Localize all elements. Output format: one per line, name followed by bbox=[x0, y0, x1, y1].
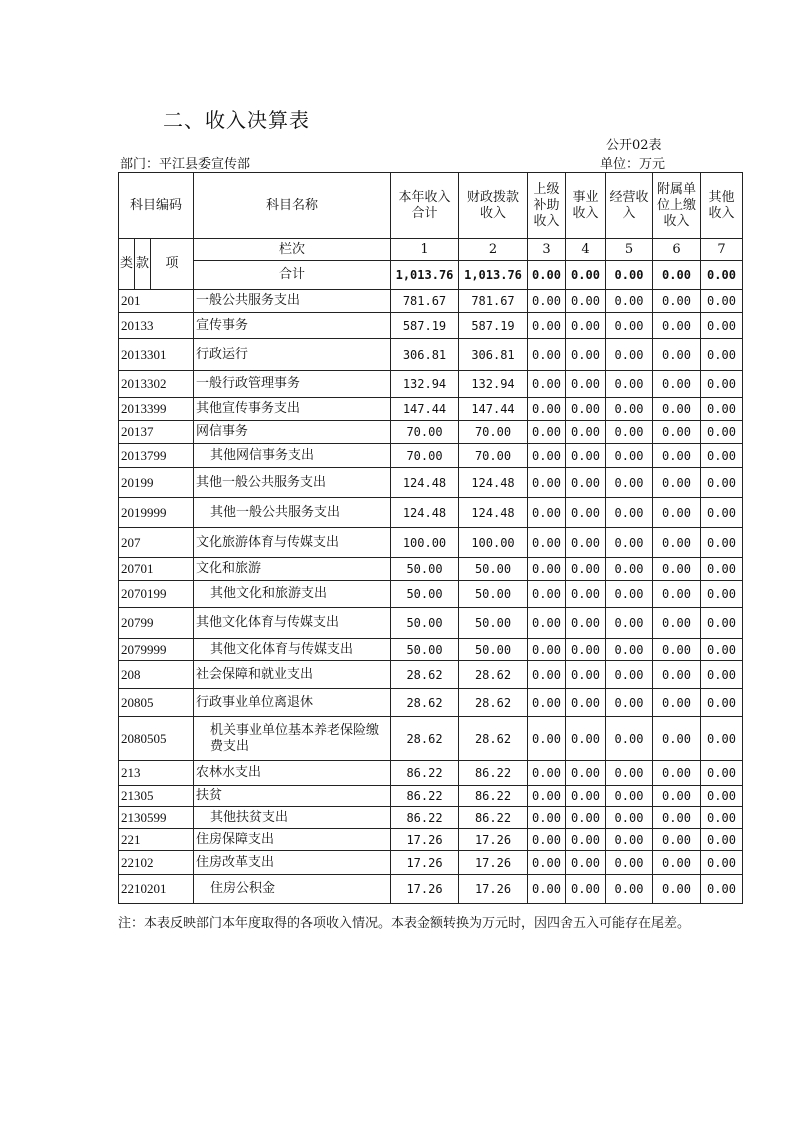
row-code: 208 bbox=[119, 661, 194, 689]
row-value: 100.00 bbox=[391, 528, 459, 558]
row-value: 0.00 bbox=[566, 371, 606, 398]
row-value: 0.00 bbox=[528, 444, 566, 468]
total-value: 0.00 bbox=[566, 261, 606, 290]
row-value: 17.26 bbox=[391, 829, 459, 851]
row-value: 0.00 bbox=[606, 339, 653, 371]
row-name: 一般公共服务支出 bbox=[194, 290, 391, 313]
row-value: 70.00 bbox=[459, 421, 528, 444]
row-name: 行政运行 bbox=[194, 339, 391, 371]
table-row bbox=[119, 421, 743, 444]
row-value: 17.26 bbox=[459, 829, 528, 851]
row-value: 0.00 bbox=[653, 786, 701, 807]
row-value: 132.94 bbox=[391, 371, 459, 398]
row-value: 587.19 bbox=[459, 313, 528, 339]
row-value: 0.00 bbox=[701, 807, 743, 829]
row-code: 20799 bbox=[119, 608, 194, 639]
row-value: 0.00 bbox=[653, 608, 701, 639]
row-value: 0.00 bbox=[701, 313, 743, 339]
row-value: 0.00 bbox=[653, 829, 701, 851]
header-col: 上级补助收入 bbox=[528, 173, 566, 239]
row-code: 2013301 bbox=[119, 339, 194, 371]
row-value: 17.26 bbox=[391, 875, 459, 904]
row-value: 0.00 bbox=[653, 371, 701, 398]
row-name: 住房公积金 bbox=[194, 875, 391, 904]
table-row bbox=[119, 468, 743, 498]
footnote: 注：本表反映部门本年度取得的各项收入情况。本表金额转换为万元时，因四舍五入可能存在尾差。 bbox=[118, 916, 691, 931]
total-value: 1,013.76 bbox=[459, 261, 528, 290]
row-name: 社会保障和就业支出 bbox=[194, 661, 391, 689]
header-col: 事业收入 bbox=[566, 173, 606, 239]
row-value: 0.00 bbox=[653, 398, 701, 421]
table-row bbox=[119, 339, 743, 371]
row-name: 其他一般公共服务支出 bbox=[194, 498, 391, 528]
row-value: 0.00 bbox=[606, 421, 653, 444]
row-value: 0.00 bbox=[566, 786, 606, 807]
row-value: 0.00 bbox=[701, 608, 743, 639]
col-number: 6 bbox=[653, 239, 701, 261]
row-value: 0.00 bbox=[653, 290, 701, 313]
col-number: 2 bbox=[459, 239, 528, 261]
row-value: 0.00 bbox=[528, 290, 566, 313]
row-value: 0.00 bbox=[606, 468, 653, 498]
row-value: 50.00 bbox=[391, 639, 459, 661]
row-value: 0.00 bbox=[701, 717, 743, 761]
row-value: 0.00 bbox=[653, 807, 701, 829]
row-value: 0.00 bbox=[606, 528, 653, 558]
row-value: 0.00 bbox=[566, 829, 606, 851]
row-value: 0.00 bbox=[566, 444, 606, 468]
row-value: 0.00 bbox=[606, 717, 653, 761]
row-value: 50.00 bbox=[391, 558, 459, 581]
row-value: 86.22 bbox=[391, 807, 459, 829]
row-code: 2013799 bbox=[119, 444, 194, 468]
row-value: 50.00 bbox=[459, 608, 528, 639]
row-value: 0.00 bbox=[606, 398, 653, 421]
row-value: 0.00 bbox=[653, 528, 701, 558]
row-code: 2210201 bbox=[119, 875, 194, 904]
row-value: 28.62 bbox=[459, 661, 528, 689]
row-value: 0.00 bbox=[528, 581, 566, 608]
row-name: 住房保障支出 bbox=[194, 829, 391, 851]
row-value: 0.00 bbox=[606, 290, 653, 313]
row-value: 50.00 bbox=[459, 639, 528, 661]
row-value: 0.00 bbox=[528, 558, 566, 581]
table-row bbox=[119, 290, 743, 313]
row-value: 0.00 bbox=[528, 786, 566, 807]
row-name: 一般行政管理事务 bbox=[194, 371, 391, 398]
table-row bbox=[119, 498, 743, 528]
total-row bbox=[119, 261, 743, 290]
row-value: 0.00 bbox=[528, 371, 566, 398]
col-number: 7 bbox=[701, 239, 743, 261]
row-code: 213 bbox=[119, 761, 194, 786]
col-number: 3 bbox=[528, 239, 566, 261]
row-name: 其他扶贫支出 bbox=[194, 807, 391, 829]
row-name: 机关事业单位基本养老保险缴费支出 bbox=[194, 717, 391, 761]
table-row bbox=[119, 558, 743, 581]
header-xiang: 项 bbox=[151, 239, 194, 290]
row-code: 20805 bbox=[119, 689, 194, 717]
row-value: 0.00 bbox=[701, 581, 743, 608]
page-title: 二、收入决算表 bbox=[163, 108, 310, 132]
row-value: 0.00 bbox=[606, 851, 653, 875]
row-value: 0.00 bbox=[653, 875, 701, 904]
row-value: 0.00 bbox=[566, 689, 606, 717]
row-value: 0.00 bbox=[566, 398, 606, 421]
row-value: 147.44 bbox=[459, 398, 528, 421]
row-value: 0.00 bbox=[566, 661, 606, 689]
row-code: 20701 bbox=[119, 558, 194, 581]
row-value: 0.00 bbox=[566, 313, 606, 339]
row-value: 0.00 bbox=[566, 851, 606, 875]
row-value: 17.26 bbox=[391, 851, 459, 875]
row-value: 28.62 bbox=[391, 717, 459, 761]
table-row bbox=[119, 639, 743, 661]
row-name: 农林水支出 bbox=[194, 761, 391, 786]
row-value: 124.48 bbox=[391, 468, 459, 498]
row-code: 201 bbox=[119, 290, 194, 313]
row-value: 0.00 bbox=[566, 528, 606, 558]
table-row bbox=[119, 313, 743, 339]
row-value: 0.00 bbox=[528, 639, 566, 661]
row-value: 0.00 bbox=[566, 608, 606, 639]
row-value: 0.00 bbox=[653, 558, 701, 581]
table-row bbox=[119, 444, 743, 468]
row-code: 20133 bbox=[119, 313, 194, 339]
department-label: 部门：平江县委宣传部 bbox=[120, 157, 251, 172]
row-name: 其他一般公共服务支出 bbox=[194, 468, 391, 498]
row-value: 86.22 bbox=[391, 761, 459, 786]
row-value: 0.00 bbox=[606, 371, 653, 398]
row-code: 2070199 bbox=[119, 581, 194, 608]
row-value: 0.00 bbox=[701, 829, 743, 851]
row-value: 0.00 bbox=[701, 761, 743, 786]
row-value: 0.00 bbox=[566, 558, 606, 581]
row-value: 50.00 bbox=[459, 558, 528, 581]
table-row bbox=[119, 851, 743, 875]
row-value: 0.00 bbox=[653, 581, 701, 608]
row-code: 20137 bbox=[119, 421, 194, 444]
row-value: 0.00 bbox=[701, 851, 743, 875]
row-value: 0.00 bbox=[528, 398, 566, 421]
row-value: 86.22 bbox=[459, 761, 528, 786]
row-name: 其他文化体育与传媒支出 bbox=[194, 608, 391, 639]
row-value: 0.00 bbox=[566, 807, 606, 829]
row-name: 行政事业单位离退休 bbox=[194, 689, 391, 717]
table-row bbox=[119, 786, 743, 807]
table-row bbox=[119, 581, 743, 608]
row-value: 0.00 bbox=[606, 639, 653, 661]
table-row bbox=[119, 398, 743, 421]
row-code: 2013399 bbox=[119, 398, 194, 421]
row-value: 28.62 bbox=[459, 689, 528, 717]
row-name: 其他宣传事务支出 bbox=[194, 398, 391, 421]
row-value: 28.62 bbox=[459, 717, 528, 761]
row-code: 221 bbox=[119, 829, 194, 851]
row-value: 70.00 bbox=[459, 444, 528, 468]
row-value: 0.00 bbox=[653, 313, 701, 339]
row-value: 0.00 bbox=[566, 339, 606, 371]
row-value: 0.00 bbox=[701, 689, 743, 717]
header-col: 附属单位上缴收入 bbox=[653, 173, 701, 239]
row-value: 28.62 bbox=[391, 689, 459, 717]
header-col: 本年收入合计 bbox=[391, 173, 459, 239]
row-code: 22102 bbox=[119, 851, 194, 875]
table-row bbox=[119, 528, 743, 558]
row-value: 0.00 bbox=[653, 761, 701, 786]
row-code: 2079999 bbox=[119, 639, 194, 661]
row-value: 0.00 bbox=[606, 829, 653, 851]
row-value: 17.26 bbox=[459, 851, 528, 875]
header-lei: 类 bbox=[119, 239, 135, 290]
row-value: 0.00 bbox=[606, 786, 653, 807]
row-value: 0.00 bbox=[701, 444, 743, 468]
row-value: 0.00 bbox=[528, 689, 566, 717]
row-value: 0.00 bbox=[528, 468, 566, 498]
row-value: 50.00 bbox=[391, 581, 459, 608]
row-value: 0.00 bbox=[701, 786, 743, 807]
row-name: 住房改革支出 bbox=[194, 851, 391, 875]
row-code: 21305 bbox=[119, 786, 194, 807]
row-value: 0.00 bbox=[606, 558, 653, 581]
row-value: 28.62 bbox=[391, 661, 459, 689]
row-value: 100.00 bbox=[459, 528, 528, 558]
header-row bbox=[119, 173, 743, 239]
row-value: 0.00 bbox=[653, 498, 701, 528]
row-value: 86.22 bbox=[459, 786, 528, 807]
form-number: 公开02表 bbox=[606, 138, 662, 153]
row-value: 0.00 bbox=[701, 339, 743, 371]
row-value: 0.00 bbox=[566, 717, 606, 761]
row-value: 0.00 bbox=[701, 498, 743, 528]
row-value: 0.00 bbox=[566, 639, 606, 661]
row-value: 0.00 bbox=[606, 875, 653, 904]
row-value: 0.00 bbox=[606, 807, 653, 829]
row-value: 0.00 bbox=[701, 290, 743, 313]
row-value: 0.00 bbox=[653, 444, 701, 468]
col-number: 1 bbox=[391, 239, 459, 261]
row-value: 0.00 bbox=[566, 761, 606, 786]
row-value: 124.48 bbox=[459, 468, 528, 498]
row-value: 587.19 bbox=[391, 313, 459, 339]
row-value: 0.00 bbox=[606, 498, 653, 528]
row-value: 0.00 bbox=[701, 639, 743, 661]
row-value: 0.00 bbox=[701, 875, 743, 904]
row-value: 0.00 bbox=[566, 290, 606, 313]
row-name: 其他网信事务支出 bbox=[194, 444, 391, 468]
row-code: 2130599 bbox=[119, 807, 194, 829]
row-value: 0.00 bbox=[528, 498, 566, 528]
row-value: 0.00 bbox=[701, 661, 743, 689]
row-name: 扶贫 bbox=[194, 786, 391, 807]
row-value: 0.00 bbox=[528, 829, 566, 851]
row-value: 0.00 bbox=[528, 339, 566, 371]
table-row bbox=[119, 661, 743, 689]
total-value: 0.00 bbox=[653, 261, 701, 290]
row-value: 17.26 bbox=[459, 875, 528, 904]
row-name: 其他文化体育与传媒支出 bbox=[194, 639, 391, 661]
row-value: 0.00 bbox=[701, 528, 743, 558]
header-name: 科目名称 bbox=[194, 173, 391, 239]
row-value: 0.00 bbox=[528, 608, 566, 639]
total-value: 1,013.76 bbox=[391, 261, 459, 290]
row-value: 0.00 bbox=[701, 398, 743, 421]
row-value: 0.00 bbox=[528, 875, 566, 904]
table-row bbox=[119, 689, 743, 717]
table-row bbox=[119, 761, 743, 786]
header-kuan: 款 bbox=[135, 239, 151, 290]
table-row bbox=[119, 829, 743, 851]
row-value: 0.00 bbox=[566, 468, 606, 498]
header-col: 财政拨款收入 bbox=[459, 173, 528, 239]
row-value: 50.00 bbox=[459, 581, 528, 608]
row-value: 0.00 bbox=[701, 468, 743, 498]
row-value: 0.00 bbox=[653, 717, 701, 761]
row-code: 2080505 bbox=[119, 717, 194, 761]
row-value: 306.81 bbox=[459, 339, 528, 371]
row-code: 207 bbox=[119, 528, 194, 558]
row-value: 781.67 bbox=[459, 290, 528, 313]
row-code: 2013302 bbox=[119, 371, 194, 398]
header-col: 经营收入 bbox=[606, 173, 653, 239]
income-table bbox=[118, 172, 743, 904]
row-value: 0.00 bbox=[653, 639, 701, 661]
row-name: 文化旅游体育与传媒支出 bbox=[194, 528, 391, 558]
row-value: 0.00 bbox=[653, 661, 701, 689]
row-value: 86.22 bbox=[391, 786, 459, 807]
row-value: 0.00 bbox=[606, 608, 653, 639]
row-value: 0.00 bbox=[701, 421, 743, 444]
row-value: 0.00 bbox=[606, 313, 653, 339]
table-row bbox=[119, 608, 743, 639]
row-name: 宣传事务 bbox=[194, 313, 391, 339]
row-value: 0.00 bbox=[606, 761, 653, 786]
unit-label: 单位：万元 bbox=[600, 157, 666, 172]
row-value: 0.00 bbox=[653, 689, 701, 717]
total-value: 0.00 bbox=[606, 261, 653, 290]
row-value: 0.00 bbox=[653, 339, 701, 371]
row-value: 0.00 bbox=[566, 875, 606, 904]
row-value: 781.67 bbox=[391, 290, 459, 313]
row-value: 50.00 bbox=[391, 608, 459, 639]
total-value: 0.00 bbox=[528, 261, 566, 290]
row-value: 0.00 bbox=[606, 581, 653, 608]
row-value: 0.00 bbox=[653, 468, 701, 498]
row-value: 0.00 bbox=[606, 661, 653, 689]
table-row bbox=[119, 371, 743, 398]
row-code: 20199 bbox=[119, 468, 194, 498]
total-value: 0.00 bbox=[701, 261, 743, 290]
row-value: 0.00 bbox=[528, 851, 566, 875]
row-value: 147.44 bbox=[391, 398, 459, 421]
row-value: 0.00 bbox=[701, 558, 743, 581]
row-value: 0.00 bbox=[528, 807, 566, 829]
row-value: 70.00 bbox=[391, 444, 459, 468]
total-label: 合计 bbox=[194, 261, 391, 290]
row-value: 0.00 bbox=[653, 851, 701, 875]
row-value: 0.00 bbox=[528, 528, 566, 558]
row-value: 0.00 bbox=[701, 371, 743, 398]
row-name: 网信事务 bbox=[194, 421, 391, 444]
row-value: 0.00 bbox=[528, 717, 566, 761]
row-value: 0.00 bbox=[528, 313, 566, 339]
header-col: 其他收入 bbox=[701, 173, 743, 239]
lanci-row bbox=[119, 239, 743, 261]
table-row bbox=[119, 807, 743, 829]
row-name: 其他文化和旅游支出 bbox=[194, 581, 391, 608]
col-number: 4 bbox=[566, 239, 606, 261]
row-value: 124.48 bbox=[391, 498, 459, 528]
table-row bbox=[119, 717, 743, 761]
header-code: 科目编码 bbox=[119, 173, 194, 239]
table-row bbox=[119, 875, 743, 904]
row-value: 0.00 bbox=[653, 421, 701, 444]
row-code: 2019999 bbox=[119, 498, 194, 528]
row-value: 124.48 bbox=[459, 498, 528, 528]
row-value: 0.00 bbox=[528, 421, 566, 444]
row-value: 0.00 bbox=[566, 421, 606, 444]
row-value: 0.00 bbox=[566, 498, 606, 528]
row-value: 86.22 bbox=[459, 807, 528, 829]
col-number: 5 bbox=[606, 239, 653, 261]
row-value: 0.00 bbox=[528, 761, 566, 786]
row-value: 0.00 bbox=[528, 661, 566, 689]
row-value: 306.81 bbox=[391, 339, 459, 371]
lanci-label: 栏次 bbox=[194, 239, 391, 261]
row-value: 0.00 bbox=[566, 581, 606, 608]
row-value: 0.00 bbox=[606, 444, 653, 468]
row-name: 文化和旅游 bbox=[194, 558, 391, 581]
row-value: 132.94 bbox=[459, 371, 528, 398]
row-value: 70.00 bbox=[391, 421, 459, 444]
row-value: 0.00 bbox=[606, 689, 653, 717]
